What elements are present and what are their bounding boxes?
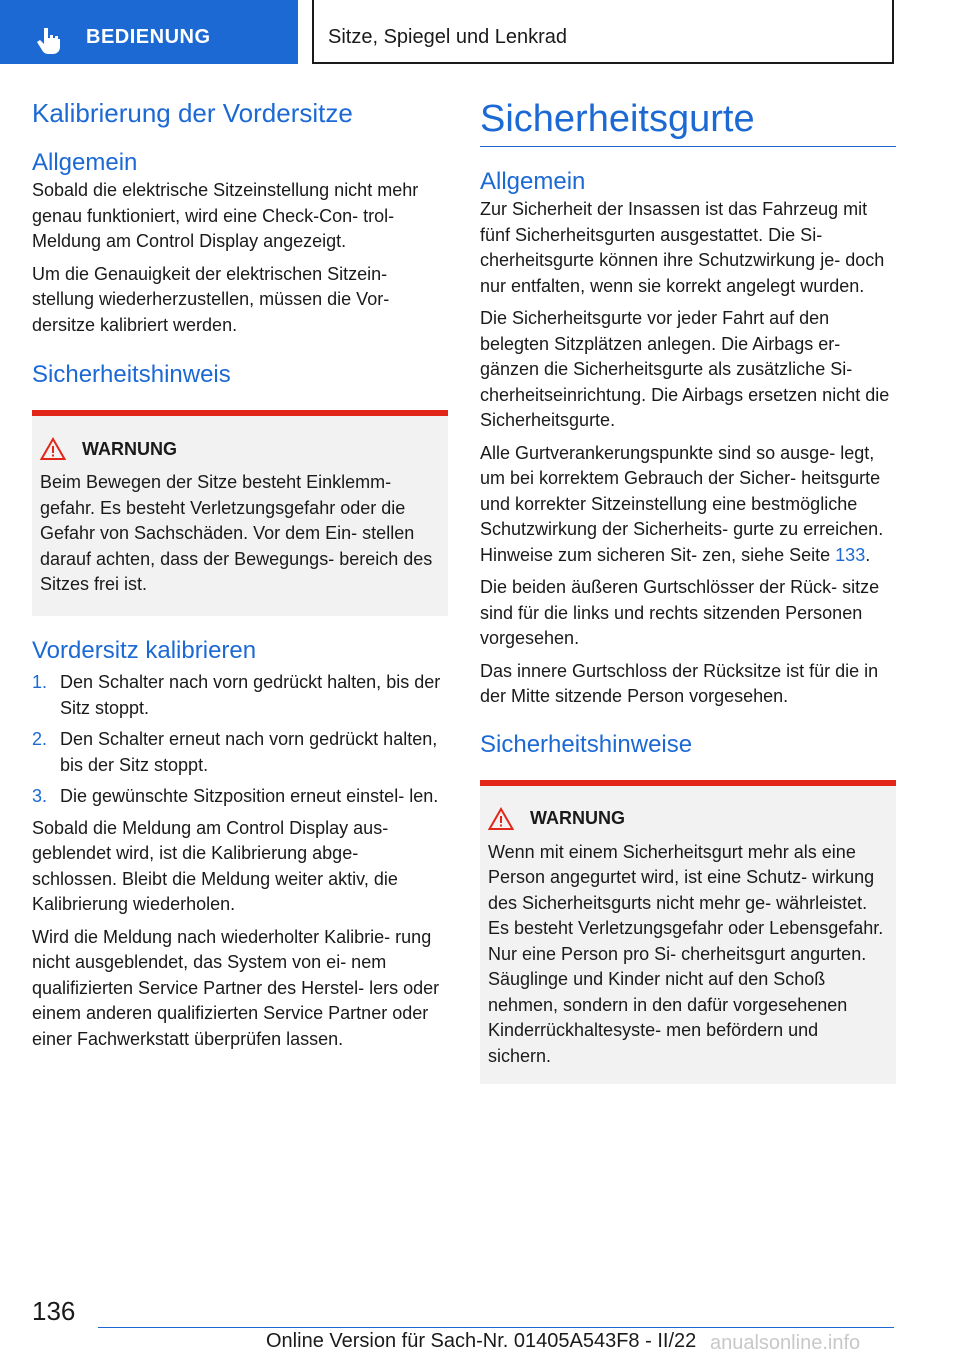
online-version-text: Online Version für Sach-Nr. 01405A543F8 - II/22 xyxy=(266,1330,697,1352)
left-column xyxy=(32,96,448,1052)
right-column xyxy=(480,96,896,1084)
paragraph-text: . xyxy=(865,544,871,565)
hand-pointer-icon xyxy=(36,26,64,54)
section-tab xyxy=(0,0,298,64)
right-paragraph-1: Zur Sicherheit der Insassen ist das Fahrzeug mit fünf Sicherheitsgurten ausgestattet. Die Si- cherheitsgurte können ihre Schutzwirkung je- doch nur entfalten, wenn sie korrekt angelegt wurden. xyxy=(480,199,885,296)
right-hinweise-heading: Sicherheitshinweise xyxy=(480,730,693,758)
left-paragraph-1: Sobald die elektrische Sitzeinstellung nicht mehr genau funktioniert, wird eine Check-Con- trol-Meldung am Control Display angezeigt. xyxy=(32,180,419,251)
page-number: 136 xyxy=(32,1296,76,1326)
left-warning-header xyxy=(40,436,434,462)
right-warning-text: Wenn mit einem Sicherheitsgurt mehr als eine Person angegurtet wird, ist eine Schutz- wirkung des Sicherheitsgurts nicht mehr ge- währleistet. Es besteht Verletzungsgefahr oder Lebensgefahr. Nur eine Person pro Si- cherheitsgurt angurten. Säuglinge und Kinder nicht auf den Schoß nehmen, sondern in den dafür vorgesehenen Kinderrückhaltesyste- men befördern und sichern. xyxy=(488,841,884,1066)
warning-triangle-icon xyxy=(488,807,514,831)
step-text: Den Schalter erneut nach vorn gedrückt halten, bis der Sitz stoppt. xyxy=(60,729,438,775)
right-title: Sicherheitsgurte xyxy=(480,98,755,140)
left-hinweis-heading: Sicherheitshinweis xyxy=(32,361,231,388)
left-paragraph-3: Sobald die Meldung am Control Display aus- geblendet wird, ist die Kalibrierung abge- schlossen. Bleibt die Meldung weiter aktiv, die Kalibrierung wiederholen. xyxy=(32,817,398,914)
right-paragraph-5: Das innere Gurtschloss der Rücksitze ist für die in der Mitte sitzende Person vorgesehen. xyxy=(480,660,879,706)
left-kalibrieren-heading: Vordersitz kalibrieren xyxy=(32,637,257,664)
page-link[interactable]: 133 xyxy=(835,544,866,565)
calibration-steps xyxy=(32,670,448,810)
left-title: Kalibrierung der Vordersitze xyxy=(32,98,353,128)
footer-rule xyxy=(98,1327,894,1328)
left-allgemein-heading: Allgemein xyxy=(32,149,138,176)
step-text: Den Schalter nach vorn gedrückt halten, bis der Sitz stoppt. xyxy=(60,672,441,718)
right-paragraph-4: Die beiden äußeren Gurtschlösser der Rück- sitze sind für die links und rechts sitzenden Personen vorgesehen. xyxy=(480,577,880,648)
warning-triangle-icon xyxy=(40,437,66,461)
chapter-header xyxy=(312,0,894,64)
step-item xyxy=(32,727,448,778)
step-item xyxy=(32,670,448,721)
step-number: 1. xyxy=(32,672,48,692)
left-paragraph-4: Wird die Meldung nach wiederholter Kalibrie- rung nicht ausgeblendet, das System von ei- nem qualifizierten Service Partner des Herstel- lers oder einem anderen qualifizierten Service Partner oder einer Fachwerkstatt überprüfen lassen. xyxy=(32,926,440,1049)
step-item xyxy=(32,784,448,810)
left-warning-text: Beim Bewegen der Sitze besteht Einklemm- gefahr. Es besteht Verletzungsgefahr oder die Gefahr von Sachschäden. Vor dem Ein- stellen darauf achten, dass der Bewegungs- bereich des Sitzes frei ist. xyxy=(40,472,433,594)
watermark: anualsonline.info xyxy=(710,1332,861,1354)
right-allgemein-heading: Allgemein xyxy=(480,168,586,195)
title-rule xyxy=(480,146,896,147)
right-warning-box xyxy=(480,780,896,1084)
right-paragraph-3 xyxy=(480,441,896,569)
chapter-title: Sitze, Spiegel und Lenkrad xyxy=(328,26,568,48)
left-warning-label: WARNUNG xyxy=(82,438,177,459)
step-number: 2. xyxy=(32,729,48,749)
section-label: BEDIENUNG xyxy=(86,26,211,48)
right-warning-label: WARNUNG xyxy=(530,808,625,828)
step-number: 3. xyxy=(32,786,48,806)
right-warning-header xyxy=(488,806,884,832)
right-paragraph-2: Die Sicherheitsgurte vor jeder Fahrt auf den belegten Sitzplätzen anlegen. Die Airbags er- gänzen die Sicherheitsgurte als zusätzliche Si- cherheitseinrichtung. Die Airbags ersetzen nicht die Sicherheitsgurte. xyxy=(480,308,890,430)
left-paragraph-2: Um die Genauigkeit der elektrischen Sitzein- stellung wiederherzustellen, müssen die Vor- dersitze kalibriert werden. xyxy=(32,263,390,335)
left-warning-box xyxy=(32,410,448,616)
step-text: Die gewünschte Sitzposition erneut einstel- len. xyxy=(60,786,439,806)
paragraph-text: Alle Gurtverankerungspunkte sind so ausge- legt, um bei korrektem Gebrauch der Sicher- heitsgurte und korrekter Sitzeinstellung eine bestmögliche Schutzwirkung der Sicherheits- gurte zu erreichen. Hinweise zum sicheren Sit- zen, siehe Seite xyxy=(480,442,884,565)
